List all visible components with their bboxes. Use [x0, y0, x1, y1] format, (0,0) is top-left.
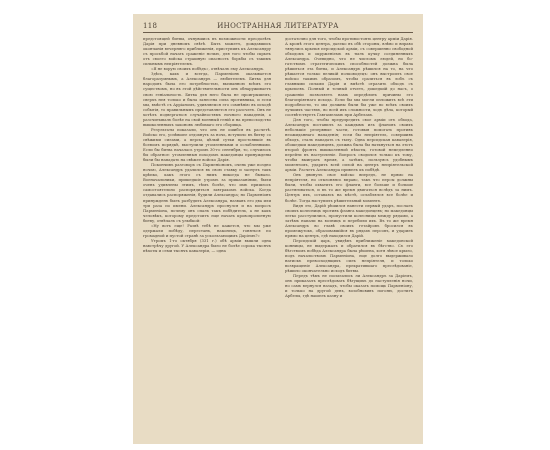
right-column — [285, 36, 413, 298]
book-page — [133, 14, 423, 444]
running-title: ИНОСТРАННАЯ ЛИТЕРАТУРА — [217, 22, 339, 30]
header-rule — [143, 32, 413, 33]
paragraph: достаточно для того, чтобы противостоять центру арміи Дарія. А кромѣ этого центра, далеко въ обѣ стороны, влѣво и вправо тянулись крылья персидской арміи, съ совершенно свободной обходомъ и окруженіемъ въ тылъ кучку соединенныхъ Александра. Очевидно, что не числомъ людей, но бо- гатствомъ стратегическихъ способностей должна была рѣшиться эта битва, и Александръ рѣшился на то, на что рѣшается только великій полководецъ: онъ выстроилъ свое войско такимъ образомъ, чтобы сразиться въ лобъ съ главными силами Дарія и вмѣстѣ отразить обходъ съ крыльевъ. Полный и точный отчетъ, дошедшій до насъ, о сраженіи позволяетъ намъ опредѣлить причины его благопріятнаго исхода. Если бы мы могли изложить всѣ эти подробности, то мы должны были бы уже во всѣхъ своихъ лучшихъ частяхъ, во всей ихъ сложности, ходъ дѣла, который соотвѣтствуетъ Гавгамеламъ при Арбелахъ. — [285, 36, 413, 117]
paragraph: Утромъ 1-го октября (331 г.) обѣ арміи вышли одна навстрѣчу другой. У Александра было не болѣе сорока тысячъ пѣхоты и семи тысячъ кавалеріи, — одна — [143, 237, 271, 253]
paragraph: Передъ тѣмъ не посылались ли Александръ за Даріемъ, онъ приказалъ преслѣдовать бѣгущихъ до наступленія ночи, но самъ вернулся назадъ, чтобы оказать помощь Парменіону, и только на другой день, возобновивъ погоню, достигъ Арбелы, гдѣ нашелъ казну и — [285, 273, 413, 299]
paragraph: Видя это, Дарій рѣшился нанести первый ударъ, послалъ своихъ колесницъ противъ фланга македонцевъ; но македонцы легко расступились, пропустили колесницы между рядами, а затѣмъ напали на возницъ и перебили ихъ. Въ то же время Александръ во главѣ своихъ гетайровъ бросился въ промежутокъ, образовавшійся въ рядахъ персовъ, и ударилъ прямо на центръ, гдѣ находился Дарій. — [285, 202, 413, 238]
paragraph: Результаты показали, что онъ не ошибся въ расчетѣ. Войско его, успѣвшее отдохнуть за ночь, вступило въ битву со свѣжими силами, а персы, цѣлый сутки простоявшіе въ боевомъ порядкѣ, выступили утомленными и ослабленными. Если бы битва началась утромъ 30-го сентября, то, случилось бы обратное: утомленныя походомъ македонцы принуждены были бы нападать на свѣжее войско Дарія. — [143, 126, 271, 163]
paragraph: Покончивъ разговоръ съ Парменіономъ, очень уже поздно ночью, Александръ удалился въ свою ставку и заснулъ такъ крѣпко, какъ этого съ нимъ никогда не бывало. Военачальники, пришедшіе утромъ за приказаніями, были очень удивлены этимъ, тѣмъ болѣе, что имъ пришлось самостоятельно распорядиться завтракомъ войска. Когда отдавались распоряженія, будили Александра; но Парменіонъ принужденъ былъ разбудить Александра, назвавъ его два или три раза по имени. Александръ проснулся и на вопросъ Парменіона, почему онъ спалъ такъ побѣдитель, а не какъ человѣкъ, которому предстоитъ еще начать кровопролитную битву, отвѣчалъ съ улыбкой: — [143, 162, 271, 223]
paragraph: «Я не ворую своихъ побѣдъ», отвѣчалъ ему Александръ. — [151, 66, 265, 72]
paragraph: Для того, чтобы предупредить свое арміи отъ обхода, Александръ поставилъ за каждымъ изъ флановъ своихъ небольшіе резервные части, готовыя помогать противъ неожиданнаго нападенія; если бы непріятель, совершивъ обходъ, сталъ нападать съ тылу. Одна персидская кавалерія, обошедши македонцевъ, должна была бы наткнуться на этотъ второй фронтъ вышколенной пѣхоты, готовой немедленно перейти въ наступленіе. Вопросъ сводился только къ тому, чтобы выиграть время, а затѣмъ, пользуясь удобнымъ моментомъ, ударить всей силой на центръ непріятельской арміи. Расчетъ Александра привелъ къ побѣдѣ. — [285, 116, 413, 173]
paragraph: «Ну вотъ еще! Развѣ тебѣ не кажется, что мы уже одержали побѣду, перестанъ, наконецъ, гоняться по громадной и пустой странѣ за ускользающимъ Даріемъ?» — [143, 222, 271, 238]
paragraph: Здѣсь, какъ и всегда, Парменіонъ оказывается благоразумнымъ, а Александръ — любителемъ. Битва для народовъ была его потребностью, вызванною всѣмъ его существомъ, но въ этой дѣйствительности онъ обнаруживаетъ свою геніальность. Битва для него была не проигрышемъ; сверхъ нея только и была занесена сила противника, и если мы, вмѣстѣ съ Арріаномъ, удивляемся его сомнѣнію въ исходѣ событія, то правильнымъ представляется его разсчетъ. Онъ не хотѣлъ подвергаться случайностямъ ночного нападенія, а разсчитывалъ болѣе на свой военный геній и на превосходство вышколенныхъ законовъ любимаго его сборища. — [143, 71, 271, 127]
paragraph: Персидскій царь, увидѣвъ приближеніе македонской конницы, не выдержалъ и обратился въ бѣгство. Съ его бѣгствомъ побѣда Александра была рѣшена, хотя лѣвое крыло, подъ начальствомъ Парменіона, еще долго выдерживало натискъ превосходящихъ силъ непріятеля, и только возвращеніе Александра, прекратившаго преслѣдованіе, рѣшило окончательно исходъ битвы. — [285, 237, 413, 274]
left-column — [143, 36, 271, 253]
paragraph: предстоящей битвы, очнувшись въ возможности преодолѣть Дарія при дневномъ свѣтѣ. Быть можетъ, дождавшись окончанія вечерняго приближенія, приступивъ къ Александру съ просьбой начать сраженіе ночью, для того чтобы скрыть отъ своего войска страшную опасность борьбы съ такимъ сильнымъ непріятелемъ. — [143, 36, 271, 67]
paragraph: Онъ двинулъ свое войско впередъ, не прямо на непріятеля, но отклоняясь вправо, такъ что персы должны были, чтобы охватить его фланги, все больше и больше растягиваться, и въ то же время двигаться вслѣдъ за нимъ. Центръ ихъ, оставаясь на мѣстѣ, ослаблялся все болѣе и болѣе. Тогда наступилъ рѣшительный моментъ. — [285, 172, 413, 203]
page-number: 118 — [143, 22, 158, 30]
